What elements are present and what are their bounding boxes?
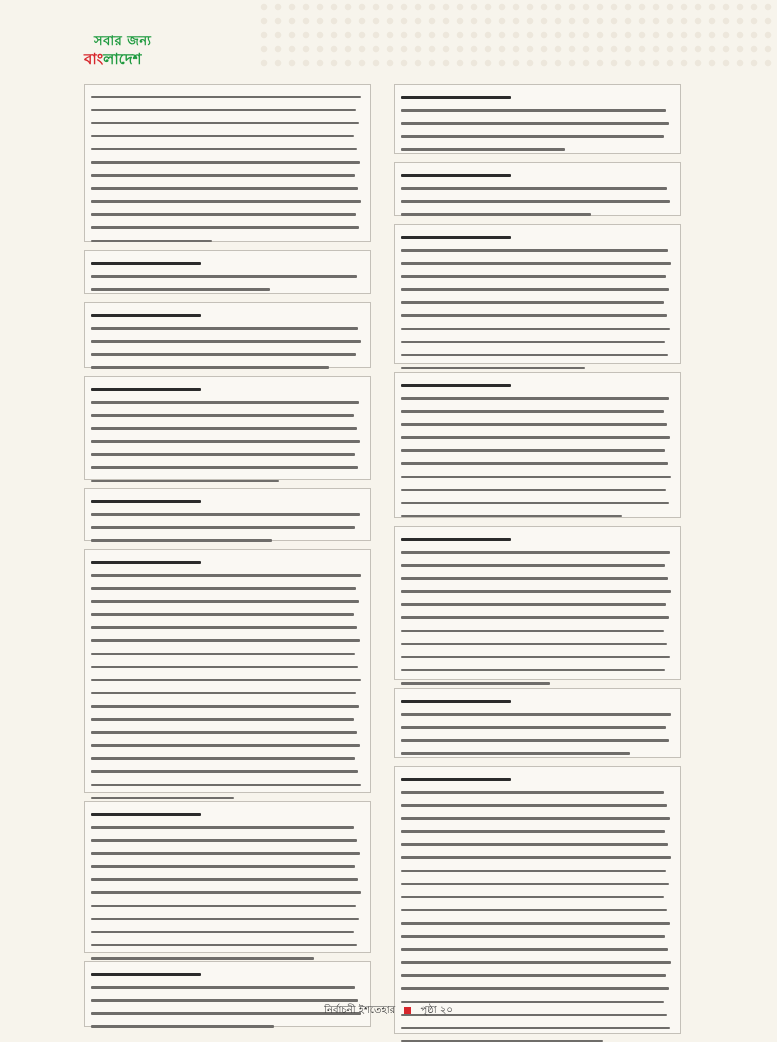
text-line-placeholder xyxy=(91,226,359,229)
text-line-placeholder xyxy=(91,1025,274,1028)
text-line-placeholder xyxy=(401,551,670,554)
text-line-placeholder xyxy=(91,314,201,317)
text-line-placeholder xyxy=(401,843,668,846)
text-line-placeholder xyxy=(91,613,354,616)
text-line-placeholder xyxy=(401,817,670,820)
text-line-placeholder xyxy=(401,987,669,990)
text-line-placeholder xyxy=(91,797,234,800)
text-line-placeholder xyxy=(91,96,361,99)
text-line-placeholder xyxy=(401,301,664,304)
text-line-placeholder xyxy=(401,630,664,633)
text-line-placeholder xyxy=(401,384,511,387)
text-line-placeholder xyxy=(91,213,356,216)
text-line-placeholder xyxy=(91,401,359,404)
left-section-block xyxy=(84,961,371,1027)
text-line-placeholder xyxy=(401,449,665,452)
text-line-placeholder xyxy=(401,739,669,742)
text-line-placeholder xyxy=(91,161,360,164)
text-line-placeholder xyxy=(401,713,671,716)
text-line-placeholder xyxy=(91,918,359,921)
text-line-placeholder xyxy=(91,513,360,516)
text-line-placeholder xyxy=(401,752,630,755)
text-line-placeholder xyxy=(401,830,665,833)
text-line-placeholder xyxy=(91,440,360,443)
text-line-placeholder xyxy=(401,354,668,357)
text-line-placeholder xyxy=(401,397,669,400)
text-line-placeholder xyxy=(91,500,201,503)
text-line-placeholder xyxy=(91,561,201,564)
footer-page-number: পৃষ্ঠা ২০ xyxy=(420,1005,453,1016)
text-line-placeholder xyxy=(401,122,669,125)
text-line-placeholder xyxy=(401,883,669,886)
text-line-placeholder xyxy=(91,692,356,695)
text-line-placeholder xyxy=(91,944,357,947)
text-line-placeholder xyxy=(401,148,565,151)
text-line-placeholder xyxy=(91,200,361,203)
right-section-block xyxy=(394,162,681,216)
text-line-placeholder xyxy=(91,526,355,529)
text-line-placeholder xyxy=(91,891,361,894)
logo-line-1: সবার জন্য xyxy=(94,34,152,49)
text-line-placeholder xyxy=(401,96,511,99)
text-line-placeholder xyxy=(401,682,550,685)
text-line-placeholder xyxy=(401,948,668,951)
logo-line-2 xyxy=(84,48,141,73)
text-line-placeholder xyxy=(401,870,666,873)
text-line-placeholder xyxy=(401,502,669,505)
text-line-placeholder xyxy=(91,122,359,125)
text-line-placeholder xyxy=(401,603,666,606)
text-line-placeholder xyxy=(91,453,355,456)
text-line-placeholder xyxy=(91,600,359,603)
text-line-placeholder xyxy=(401,236,511,239)
text-line-placeholder xyxy=(401,961,671,964)
logo-green-part: লাদেশ xyxy=(103,50,142,68)
left-section-block xyxy=(84,376,371,480)
text-line-placeholder xyxy=(401,109,666,112)
text-line-placeholder xyxy=(401,726,666,729)
text-line-placeholder xyxy=(91,109,356,112)
left-section-block xyxy=(84,488,371,541)
text-line-placeholder xyxy=(401,423,667,426)
brand-logo xyxy=(84,32,154,78)
footer-title: নির্বাচনী ইশতেহার xyxy=(324,1005,396,1016)
text-line-placeholder xyxy=(401,856,671,859)
right-section-block xyxy=(394,526,681,680)
text-line-placeholder xyxy=(91,744,360,747)
text-line-placeholder xyxy=(401,643,667,646)
text-line-placeholder xyxy=(401,700,511,703)
text-line-placeholder xyxy=(91,480,279,483)
text-line-placeholder xyxy=(401,791,664,794)
text-line-placeholder xyxy=(401,200,670,203)
right-section-block xyxy=(394,766,681,1034)
text-line-placeholder xyxy=(401,213,591,216)
text-line-placeholder xyxy=(401,367,585,370)
text-line-placeholder xyxy=(91,539,272,542)
text-line-placeholder xyxy=(401,590,671,593)
text-line-placeholder xyxy=(401,778,511,781)
text-line-placeholder xyxy=(401,174,511,177)
text-line-placeholder xyxy=(401,410,664,413)
text-line-placeholder xyxy=(91,731,357,734)
text-line-placeholder xyxy=(401,935,665,938)
text-line-placeholder xyxy=(91,757,355,760)
text-line-placeholder xyxy=(91,986,355,989)
text-line-placeholder xyxy=(401,135,664,138)
text-line-placeholder xyxy=(91,587,356,590)
left-section-block xyxy=(84,549,371,793)
text-line-placeholder xyxy=(91,931,354,934)
text-line-placeholder xyxy=(91,466,358,469)
text-line-placeholder xyxy=(91,770,358,773)
text-line-placeholder xyxy=(91,852,360,855)
text-line-placeholder xyxy=(401,314,667,317)
left-section-block xyxy=(84,84,371,242)
text-line-placeholder xyxy=(401,538,511,541)
footer-separator-square xyxy=(404,1007,411,1014)
text-line-placeholder xyxy=(91,174,355,177)
left-section-block xyxy=(84,302,371,368)
text-line-placeholder xyxy=(91,679,361,682)
text-line-placeholder xyxy=(401,275,666,278)
right-section-block xyxy=(394,224,681,364)
text-line-placeholder xyxy=(91,718,354,721)
text-line-placeholder xyxy=(91,865,355,868)
text-line-placeholder xyxy=(401,896,664,899)
text-line-placeholder xyxy=(401,656,670,659)
text-line-placeholder xyxy=(401,577,668,580)
text-line-placeholder xyxy=(91,574,361,577)
text-line-placeholder xyxy=(401,288,669,291)
text-line-placeholder xyxy=(91,626,357,629)
text-line-placeholder xyxy=(91,957,314,960)
text-line-placeholder xyxy=(401,974,666,977)
text-line-placeholder xyxy=(91,275,357,278)
text-line-placeholder xyxy=(91,784,361,787)
text-line-placeholder xyxy=(91,839,357,842)
text-line-placeholder xyxy=(401,436,670,439)
text-line-placeholder xyxy=(91,262,201,265)
text-line-placeholder xyxy=(401,616,669,619)
text-line-placeholder xyxy=(91,427,357,430)
text-line-placeholder xyxy=(401,262,671,265)
left-section-block xyxy=(84,250,371,294)
text-line-placeholder xyxy=(91,666,358,669)
text-line-placeholder xyxy=(91,639,360,642)
text-line-placeholder xyxy=(91,414,354,417)
text-line-placeholder xyxy=(91,353,356,356)
right-section-block xyxy=(394,372,681,518)
text-line-placeholder xyxy=(401,922,670,925)
text-line-placeholder xyxy=(91,366,329,369)
text-line-placeholder xyxy=(401,564,665,567)
text-line-placeholder xyxy=(91,148,357,151)
text-line-placeholder xyxy=(91,826,354,829)
text-line-placeholder xyxy=(91,973,201,976)
text-line-placeholder xyxy=(91,905,356,908)
right-section-block xyxy=(394,688,681,758)
text-line-placeholder xyxy=(91,388,201,391)
logo-red-part: বাং xyxy=(84,50,104,68)
text-line-placeholder xyxy=(91,653,355,656)
text-line-placeholder xyxy=(91,135,354,138)
page-footer xyxy=(0,1003,777,1017)
text-line-placeholder xyxy=(401,328,670,331)
text-line-placeholder xyxy=(401,1027,670,1030)
text-line-placeholder xyxy=(401,187,667,190)
left-section-block xyxy=(84,801,371,953)
decorative-dot-pattern xyxy=(257,0,777,70)
text-line-placeholder xyxy=(91,288,270,291)
text-line-placeholder xyxy=(401,341,665,344)
text-line-placeholder xyxy=(401,909,667,912)
text-line-placeholder xyxy=(401,476,671,479)
text-line-placeholder xyxy=(401,669,665,672)
text-line-placeholder xyxy=(401,804,667,807)
text-line-placeholder xyxy=(91,327,358,330)
text-line-placeholder xyxy=(91,340,361,343)
text-line-placeholder xyxy=(91,240,212,243)
text-line-placeholder xyxy=(401,515,622,518)
text-line-placeholder xyxy=(91,187,358,190)
text-line-placeholder xyxy=(401,489,666,492)
text-line-placeholder xyxy=(91,999,358,1002)
text-line-placeholder xyxy=(401,462,668,465)
text-line-placeholder xyxy=(91,813,201,816)
text-line-placeholder xyxy=(91,705,359,708)
right-section-block xyxy=(394,84,681,154)
text-line-placeholder xyxy=(91,878,358,881)
text-line-placeholder xyxy=(401,249,668,252)
